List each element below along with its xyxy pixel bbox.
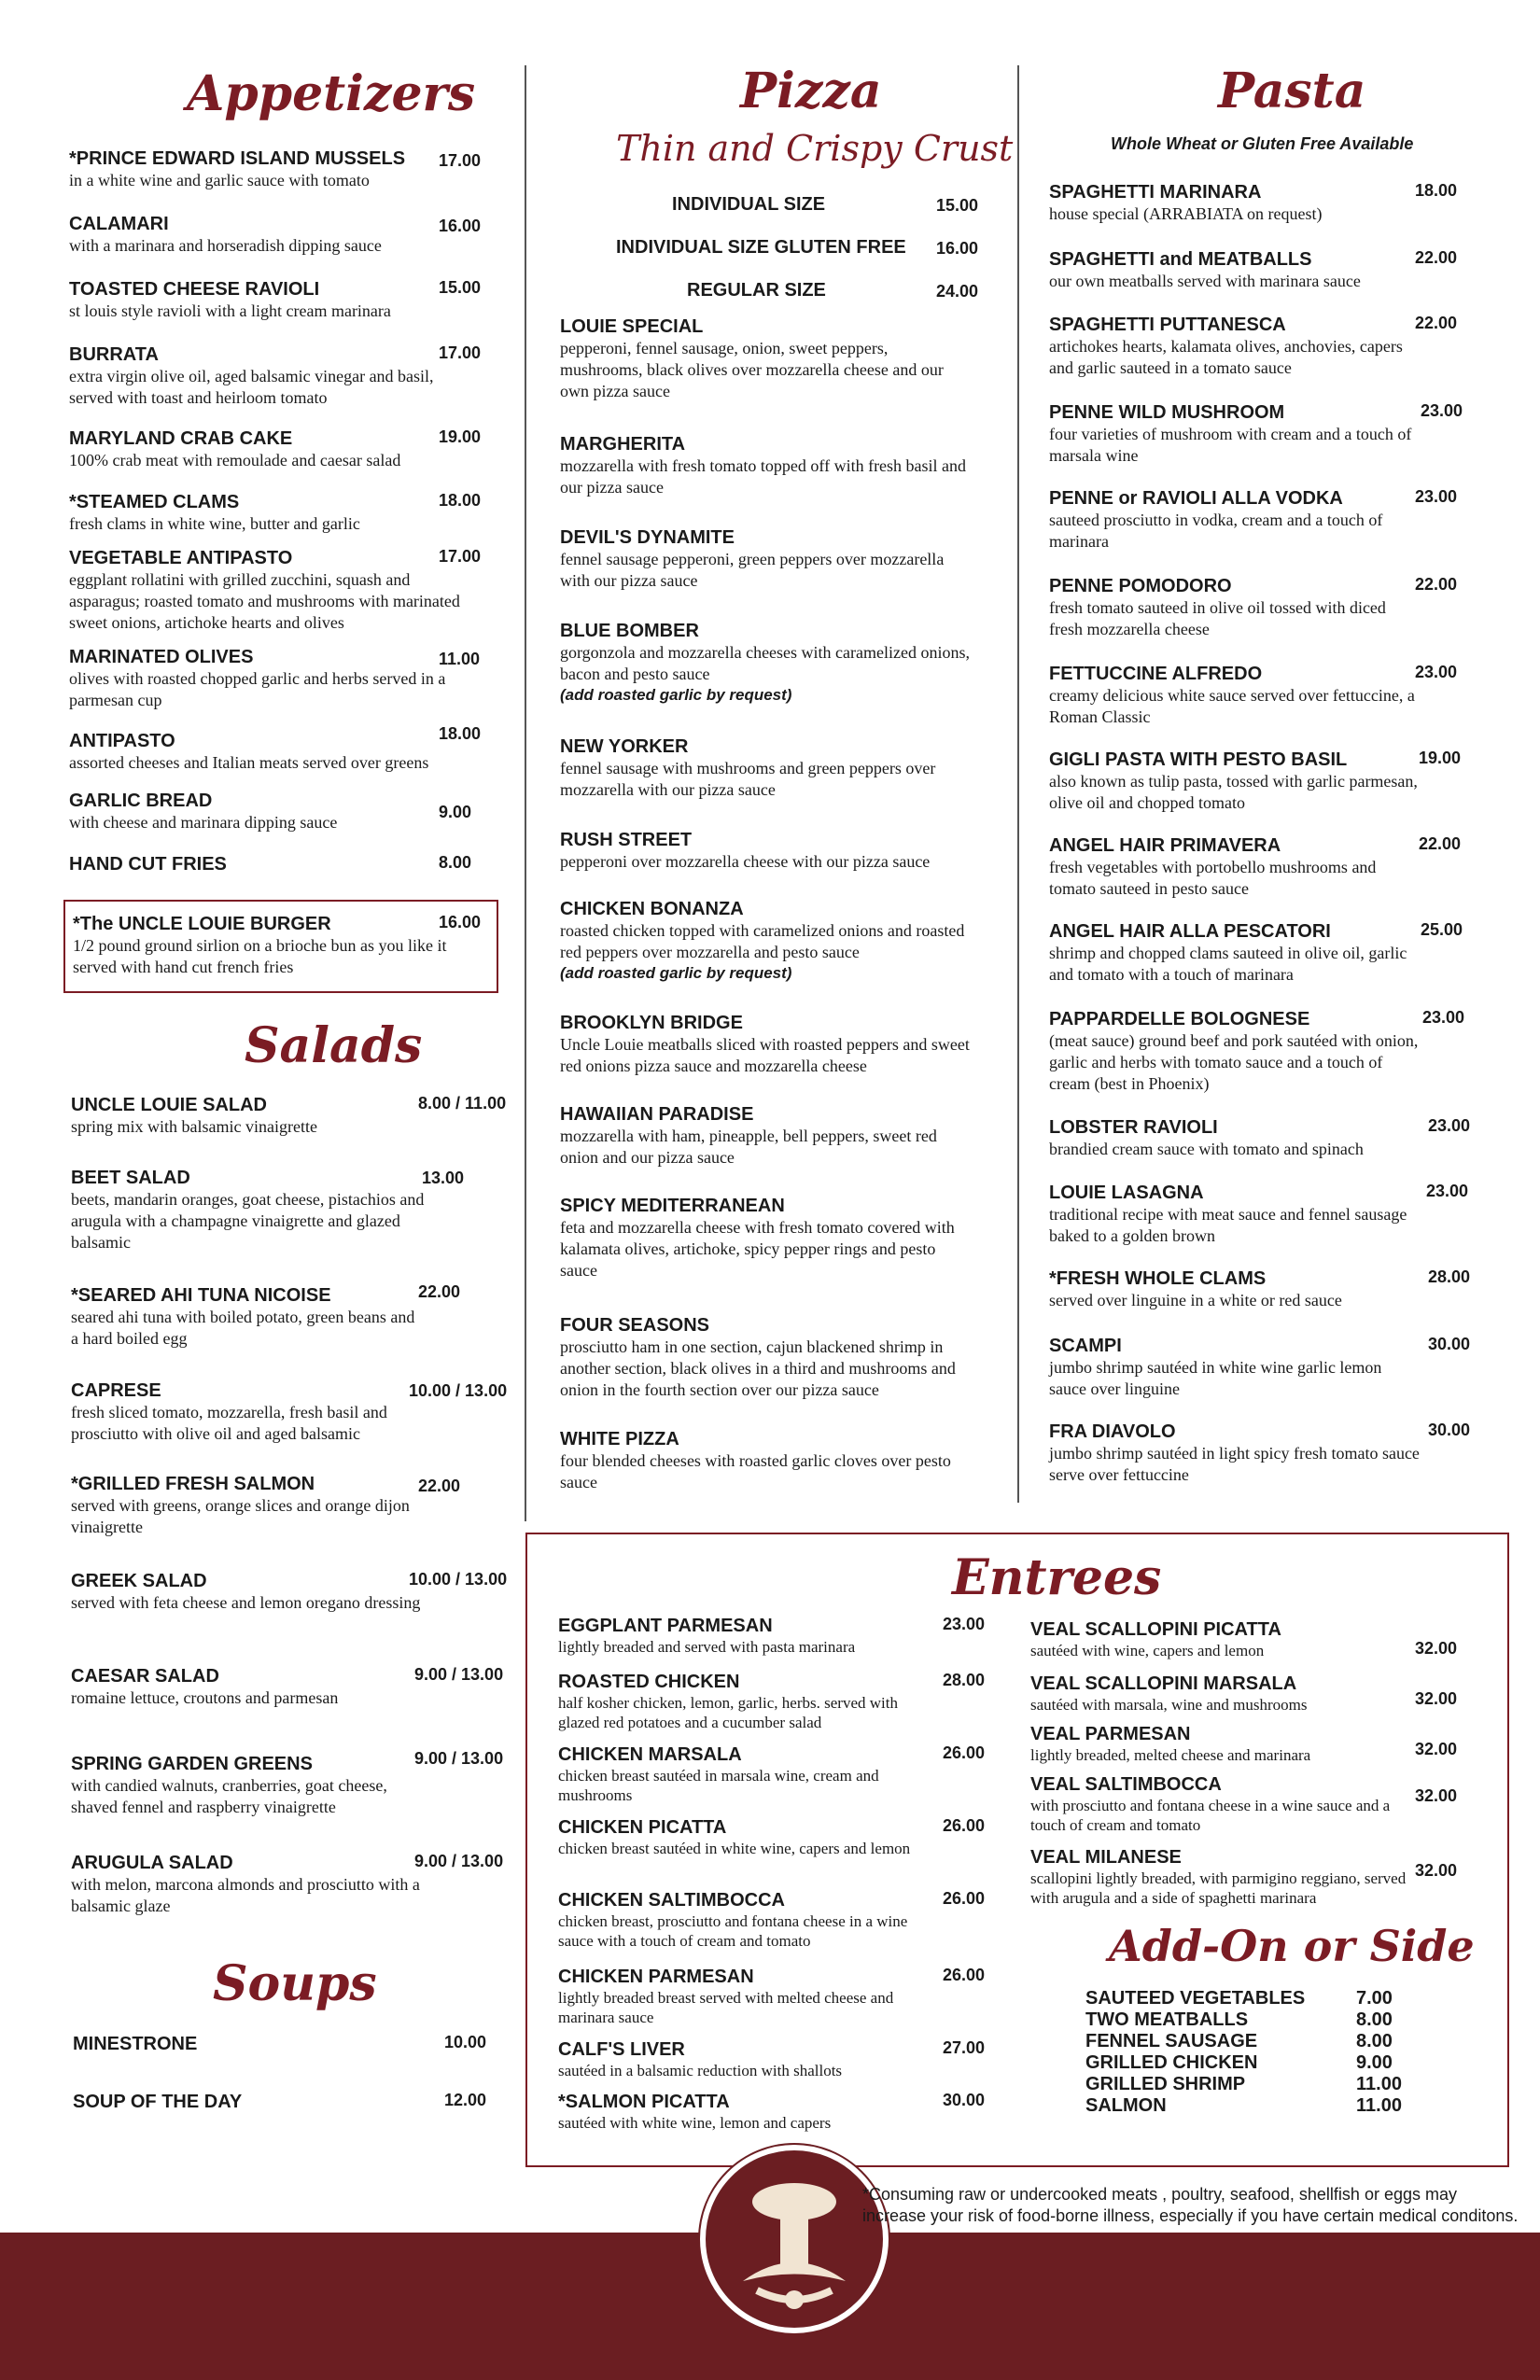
item-description: in a white wine and garlic sauce with tomato — [69, 171, 370, 189]
item-price: 16.00 — [439, 217, 482, 235]
entree-item — [558, 2091, 931, 2133]
pizza-item — [560, 1012, 971, 1077]
featured-price: 16.00 — [439, 913, 482, 931]
item-name: VEAL MILANESE — [1030, 1847, 1182, 1868]
appetizer-item — [69, 547, 480, 634]
item-description: Uncle Louie meatballs sliced with roasted peppers and sweet red onions pizza sauce and mozzarella cheese — [560, 1035, 970, 1075]
item-description: fennel sausage with mushrooms and green peppers over mozzarella with our pizza sauce — [560, 759, 936, 799]
pasta-item — [1049, 1267, 1422, 1311]
item-description: four varieties of mushroom with cream and a touch of marsala wine — [1049, 425, 1412, 465]
item-price: 22.00 — [418, 1477, 461, 1495]
item-price: 28.00 — [1428, 1267, 1471, 1286]
pizza-size-price: 15.00 — [936, 196, 979, 215]
divider-left — [525, 65, 526, 1521]
item-description: gorgonzola and mozzarella cheeses with caramelized onions, bacon and pesto sauce — [560, 643, 970, 683]
item-description: chicken breast sautéed in white wine, capers and lemon — [558, 1840, 911, 1857]
appetizer-item — [69, 790, 480, 833]
salad-item — [71, 1284, 426, 1350]
pasta-item — [1049, 1116, 1422, 1160]
item-description: served with feta cheese and lemon oregano dressing — [71, 1593, 421, 1612]
pizza-item — [560, 898, 971, 984]
item-price: 13.00 — [422, 1169, 465, 1187]
pasta-item — [1049, 920, 1422, 986]
pizza-subtitle: Thin and Crispy Crust — [616, 128, 1014, 169]
item-name: *FRESH WHOLE CLAMS — [1049, 1268, 1267, 1289]
salad-item — [71, 1753, 426, 1818]
item-description: lightly breaded, melted cheese and marinara — [1030, 1746, 1311, 1764]
item-name: CALAMARI — [69, 214, 169, 234]
featured-desc: 1/2 pound ground sirlion on a brioche bun as you like it served with hand cut french fries — [73, 936, 447, 976]
item-name: CHICKEN SALTIMBOCCA — [558, 1890, 785, 1911]
item-description: also known as tulip pasta, tossed with garlic parmesan, olive oil and chopped tomato — [1049, 772, 1418, 812]
appetizer-item — [69, 491, 480, 535]
item-price: 19.00 — [439, 427, 482, 446]
entrees-title: Entrees — [952, 1549, 1162, 1606]
entree-item — [1030, 1618, 1413, 1660]
item-price: 9.00 — [439, 803, 472, 821]
pizza-item — [560, 1428, 971, 1493]
item-name: RUSH STREET — [560, 830, 693, 850]
pizza-title: Pizza — [740, 63, 882, 119]
item-price: 17.00 — [439, 547, 482, 566]
item-price: 23.00 — [943, 1615, 986, 1633]
soups-title: Soups — [213, 1955, 377, 2012]
salad-item — [71, 1570, 426, 1614]
item-name: HAWAIIAN PARADISE — [560, 1104, 754, 1125]
item-note: (add roasted garlic by request) — [560, 964, 792, 982]
item-description: with cheese and marinara dipping sauce — [69, 813, 338, 832]
item-price: 28.00 — [943, 1671, 986, 1689]
addon-price: 11.00 — [1356, 2095, 1402, 2116]
item-description: half kosher chicken, lemon, garlic, herbs. served with glazed red potatoes and a cucumber salad — [558, 1694, 898, 1731]
item-description: served over linguine in a white or red sauce — [1049, 1291, 1342, 1309]
item-name: LOUIE SPECIAL — [560, 316, 704, 337]
addon-price: 8.00 — [1356, 2009, 1393, 2030]
item-name: ANTIPASTO — [69, 731, 175, 751]
pasta-item — [1049, 1008, 1422, 1095]
item-note: (add roasted garlic by request) — [560, 686, 792, 704]
divider-right — [1017, 65, 1019, 1503]
pizza-item — [560, 433, 971, 498]
entree-item — [1030, 1723, 1413, 1765]
item-price: 18.00 — [1415, 181, 1458, 200]
entree-item — [1030, 1773, 1413, 1835]
entree-item — [558, 1671, 931, 1732]
item-price: 10.00 — [444, 2033, 487, 2051]
item-name: UNCLE LOUIE SALAD — [71, 1095, 267, 1115]
item-description: sauteed prosciutto in vodka, cream and a touch of marinara — [1049, 511, 1383, 551]
item-description: mozzarella with ham, pineapple, bell peppers, sweet red onion and our pizza sauce — [560, 1127, 937, 1167]
item-name: CHICKEN MARSALA — [558, 1744, 742, 1765]
item-name: MARGHERITA — [560, 434, 686, 455]
item-name: TOASTED CHEESE RAVIOLI — [69, 279, 320, 300]
pasta-item — [1049, 749, 1422, 814]
item-description: house special (ARRABIATA on request) — [1049, 204, 1323, 223]
pasta-item — [1049, 181, 1422, 225]
item-description: four blended cheeses with roasted garlic cloves over pesto sauce — [560, 1451, 951, 1491]
pasta-item — [1049, 401, 1422, 467]
item-name: GREEK SALAD — [71, 1571, 207, 1591]
item-price: 32.00 — [1415, 1786, 1458, 1805]
item-price: 10.00 / 13.00 — [409, 1570, 508, 1589]
item-name: SPRING GARDEN GREENS — [71, 1754, 313, 1774]
item-price: 22.00 — [1415, 314, 1458, 332]
appetizer-item — [69, 646, 480, 711]
item-description: olives with roasted chopped garlic and herbs served in a parmesan cup — [69, 669, 446, 709]
entree-item — [1030, 1846, 1413, 1908]
item-description: with a marinara and horseradish dipping sauce — [69, 236, 382, 255]
soup-item — [73, 2033, 353, 2055]
chef-logo — [700, 2145, 889, 2333]
item-description: 100% crab meat with remoulade and caesar salad — [69, 451, 401, 469]
item-price: 12.00 — [444, 2091, 487, 2109]
pasta-item — [1049, 1335, 1422, 1400]
addon-name: GRILLED CHICKEN — [1085, 2052, 1258, 2073]
pasta-item — [1049, 834, 1422, 900]
item-name: CAPRESE — [71, 1380, 161, 1401]
addon-price: 11.00 — [1356, 2074, 1402, 2094]
salad-item — [71, 1167, 426, 1253]
pizza-item — [560, 829, 971, 873]
item-price: 19.00 — [1419, 749, 1462, 767]
item-name: GIGLI PASTA WITH PESTO BASIL — [1049, 749, 1348, 770]
item-price: 17.00 — [439, 343, 482, 362]
item-name: ANGEL HAIR ALLA PESCATORI — [1049, 921, 1331, 942]
item-description: romaine lettuce, croutons and parmesan — [71, 1688, 339, 1707]
item-name: PENNE or RAVIOLI ALLA VODKA — [1049, 488, 1343, 509]
soup-item — [73, 2091, 353, 2113]
item-description: sautéed with marsala, wine and mushrooms — [1030, 1696, 1308, 1714]
appetizer-item — [69, 213, 480, 257]
item-price: 9.00 / 13.00 — [414, 1749, 504, 1768]
item-name: SOUP OF THE DAY — [73, 2092, 243, 2112]
pizza-size-name: REGULAR SIZE — [687, 280, 826, 301]
addon-name: SALMON — [1085, 2095, 1167, 2116]
item-name: CHICKEN BONANZA — [560, 899, 744, 919]
item-description: pepperoni, fennel sausage, onion, sweet peppers, mushrooms, black olives over mozzarella cheese and our own pizza sauce — [560, 339, 944, 400]
item-description: fresh clams in white wine, butter and garlic — [69, 514, 360, 533]
item-price: 25.00 — [1421, 920, 1463, 939]
item-description: lightly breaded and served with pasta marinara — [558, 1638, 856, 1656]
addon-price: 8.00 — [1356, 2031, 1393, 2051]
chef-icon — [706, 2150, 883, 2328]
item-name: MINESTRONE — [73, 2034, 198, 2054]
item-price: 30.00 — [1428, 1335, 1471, 1353]
addon-name: SAUTEED VEGETABLES — [1085, 1988, 1306, 2009]
item-price: 23.00 — [1421, 401, 1463, 420]
appetizers-title: Appetizers — [187, 65, 476, 122]
item-description: seared ahi tuna with boiled potato, green beans and a hard boiled egg — [71, 1308, 415, 1348]
item-price: 9.00 / 13.00 — [414, 1665, 504, 1684]
addon-name: FENNEL SAUSAGE — [1085, 2031, 1258, 2051]
addon-name: GRILLED SHRIMP — [1085, 2074, 1246, 2094]
item-price: 22.00 — [1419, 834, 1462, 853]
appetizer-item — [69, 853, 480, 875]
item-description: shrimp and chopped clams sauteed in olive oil, garlic and tomato with a touch of marinara — [1049, 944, 1407, 984]
pizza-size-name: INDIVIDUAL SIZE — [672, 194, 826, 215]
item-price: 30.00 — [1428, 1421, 1471, 1439]
pizza-item — [560, 1195, 971, 1281]
addons-title: Add-On or Side — [1109, 1921, 1475, 1971]
item-name: ROASTED CHICKEN — [558, 1672, 740, 1692]
pasta-item — [1049, 314, 1422, 379]
salads-title: Salads — [245, 1017, 423, 1074]
pizza-item — [560, 1314, 971, 1401]
entree-item — [558, 1743, 931, 1805]
item-name: BLUE BOMBER — [560, 621, 699, 641]
item-price: 10.00 / 13.00 — [409, 1381, 508, 1400]
item-name: VEAL PARMESAN — [1030, 1724, 1191, 1744]
item-description: traditional recipe with meat sauce and fennel sausage baked to a golden brown — [1049, 1205, 1407, 1245]
entree-item — [558, 1615, 931, 1657]
item-name: PENNE WILD MUSHROOM — [1049, 402, 1285, 423]
item-price: 32.00 — [1415, 1689, 1458, 1708]
pasta-item — [1049, 248, 1422, 292]
pizza-size-price: 24.00 — [936, 282, 979, 301]
item-name: CHICKEN PICATTA — [558, 1817, 727, 1838]
entree-item — [558, 2038, 931, 2080]
pasta-subtitle: Whole Wheat or Gluten Free Available — [1111, 134, 1414, 153]
item-price: 9.00 / 13.00 — [414, 1852, 504, 1870]
item-price: 27.00 — [943, 2038, 986, 2057]
item-name: CAESAR SALAD — [71, 1666, 219, 1687]
item-description: with melon, marcona almonds and prosciutto with a balsamic glaze — [71, 1875, 420, 1915]
item-name: GARLIC BREAD — [69, 791, 213, 811]
item-name: DEVIL'S DYNAMITE — [560, 527, 735, 548]
item-name: BROOKLYN BRIDGE — [560, 1013, 743, 1033]
item-description: fresh tomato sauteed in olive oil tossed with diced fresh mozzarella cheese — [1049, 598, 1386, 638]
item-description: chicken breast, prosciutto and fontana cheese in a wine sauce with a touch of cream and tomato — [558, 1912, 908, 1950]
item-description: fresh sliced tomato, mozzarella, fresh basil and prosciutto with olive oil and aged balsamic — [71, 1403, 387, 1443]
item-description: creamy delicious white sauce served over fettuccine, a Roman Classic — [1049, 686, 1415, 726]
addon-name: TWO MEATBALLS — [1085, 2009, 1249, 2030]
salad-item — [71, 1665, 426, 1709]
pizza-item — [560, 315, 971, 402]
salad-item — [71, 1379, 426, 1445]
item-name: PENNE POMODORO — [1049, 576, 1232, 596]
item-price: 32.00 — [1415, 1740, 1458, 1758]
disclaimer-text: *Consuming raw or undercooked meats , poultry, seafood, shellfish or eggs may increase your risk of food-borne illness, especially if you have certain medical conditons. — [862, 2185, 1519, 2225]
pizza-size-price: 16.00 — [936, 239, 979, 258]
item-price: 26.00 — [943, 1966, 986, 1984]
item-description: fresh vegetables with portobello mushrooms and tomato sauteed in pesto sauce — [1049, 858, 1377, 898]
pizza-item — [560, 1103, 971, 1169]
item-description: sautéed with white wine, lemon and capers — [558, 2114, 832, 2132]
item-name: CALF'S LIVER — [558, 2039, 685, 2060]
item-name: ARUGULA SALAD — [71, 1853, 233, 1873]
item-name: VEGETABLE ANTIPASTO — [69, 548, 293, 568]
item-name: SPAGHETTI and MEATBALLS — [1049, 249, 1312, 270]
item-price: 8.00 — [439, 853, 472, 872]
item-description: feta and mozzarella cheese with fresh tomato covered with kalamata olives, artichoke, spicy pepper rings and pesto sauce — [560, 1218, 955, 1280]
item-name: LOUIE LASAGNA — [1049, 1183, 1204, 1203]
salad-item — [71, 1094, 426, 1138]
item-name: WHITE PIZZA — [560, 1429, 679, 1449]
item-description: eggplant rollatini with grilled zucchini, squash and asparagus; roasted tomato and mushrooms with marinated sweet onions, artichoke hearts and olives — [69, 570, 460, 632]
item-description: artichokes hearts, kalamata olives, anchovies, capers and garlic sauteed in a tomato sauce — [1049, 337, 1403, 377]
item-name: VEAL SCALLOPINI PICATTA — [1030, 1619, 1281, 1640]
pasta-item — [1049, 1182, 1422, 1247]
item-name: *STEAMED CLAMS — [69, 492, 240, 512]
item-description: fennel sausage pepperoni, green peppers over mozzarella with our pizza sauce — [560, 550, 945, 590]
item-name: MARINATED OLIVES — [69, 647, 254, 667]
item-description: roasted chicken topped with caramelized onions and roasted red peppers over mozzarella and pesto sauce — [560, 921, 965, 961]
item-description: with candied walnuts, cranberries, goat cheese, shaved fennel and raspberry vinaigrette — [71, 1776, 387, 1816]
item-description: brandied cream sauce with tomato and spinach — [1049, 1140, 1364, 1158]
item-name: CHICKEN PARMESAN — [558, 1967, 754, 1987]
item-description: mozzarella with fresh tomato topped off with fresh basil and our pizza sauce — [560, 456, 967, 497]
item-description: prosciutto ham in one section, cajun blackened shrimp in another section, black olives in a third and mushrooms and onion in the fourth section over our pizza sauce — [560, 1337, 956, 1399]
item-name: NEW YORKER — [560, 736, 689, 757]
appetizer-item — [69, 343, 480, 409]
pasta-title: Pasta — [1218, 63, 1366, 119]
item-description: st louis style ravioli with a light cream marinara — [69, 301, 391, 320]
item-price: 8.00 / 11.00 — [418, 1094, 507, 1113]
item-description: extra virgin olive oil, aged balsamic vinegar and basil, served with toast and heirloom tomato — [69, 367, 434, 407]
item-name: ANGEL HAIR PRIMAVERA — [1049, 835, 1281, 856]
item-description: pepperoni over mozzarella cheese with our pizza sauce — [560, 852, 931, 871]
item-name: *SEARED AHI TUNA NICOISE — [71, 1285, 331, 1306]
addon-price: 7.00 — [1356, 1988, 1393, 2009]
item-description: sautéed with wine, capers and lemon — [1030, 1642, 1265, 1659]
entree-item — [558, 1966, 931, 2027]
item-price: 26.00 — [943, 1816, 986, 1835]
salad-item — [71, 1473, 426, 1538]
item-price: 23.00 — [1428, 1116, 1471, 1135]
item-price: 32.00 — [1415, 1861, 1458, 1880]
item-name: LOBSTER RAVIOLI — [1049, 1117, 1218, 1138]
item-name: VEAL SALTIMBOCCA — [1030, 1774, 1222, 1795]
item-description: scallopini lightly breaded, with parmigino reggiano, served with arugula and a side of spaghetti marinara — [1030, 1869, 1407, 1907]
item-name: *PRINCE EDWARD ISLAND MUSSELS — [69, 148, 406, 169]
pizza-item — [560, 735, 971, 801]
pasta-item — [1049, 487, 1422, 553]
item-price: 23.00 — [1415, 663, 1458, 681]
appetizer-item — [69, 147, 480, 191]
item-name: BEET SALAD — [71, 1168, 190, 1188]
item-name: *GRILLED FRESH SALMON — [71, 1474, 315, 1494]
item-price: 15.00 — [439, 278, 482, 297]
pasta-item — [1049, 1421, 1422, 1486]
salad-item — [71, 1852, 426, 1917]
addon-price: 9.00 — [1356, 2052, 1393, 2073]
item-price: 22.00 — [418, 1282, 461, 1301]
item-price: 18.00 — [439, 491, 482, 510]
item-name: PAPPARDELLE BOLOGNESE — [1049, 1009, 1310, 1029]
item-description: jumbo shrimp sautéed in light spicy fresh tomato sauce serve over fettuccine — [1049, 1444, 1420, 1484]
item-description: chicken breast sautéed in marsala wine, cream and mushrooms — [558, 1767, 879, 1804]
item-price: 11.00 — [439, 650, 481, 668]
item-price: 22.00 — [1415, 575, 1458, 594]
item-description: served with greens, orange slices and orange dijon vinaigrette — [71, 1496, 410, 1536]
item-description: sautéed in a balsamic reduction with shallots — [558, 2062, 843, 2079]
item-price: 23.00 — [1426, 1182, 1469, 1200]
entree-item — [1030, 1673, 1413, 1715]
item-price: 30.00 — [943, 2091, 986, 2109]
item-description: with prosciutto and fontana cheese in a wine sauce and a touch of cream and tomato — [1030, 1797, 1391, 1834]
pasta-item — [1049, 663, 1422, 728]
item-name: EGGPLANT PARMESAN — [558, 1616, 773, 1636]
item-name: SPAGHETTI PUTTANESCA — [1049, 315, 1286, 335]
item-name: FRA DIAVOLO — [1049, 1421, 1176, 1442]
item-price: 17.00 — [439, 151, 482, 170]
item-price: 22.00 — [1415, 248, 1458, 267]
item-name: BURRATA — [69, 344, 159, 365]
item-name: VEAL SCALLOPINI MARSALA — [1030, 1673, 1297, 1694]
appetizer-item — [69, 427, 480, 471]
entree-item — [558, 1889, 931, 1951]
pizza-size-name: INDIVIDUAL SIZE GLUTEN FREE — [616, 237, 906, 258]
item-name: SPAGHETTI MARINARA — [1049, 182, 1262, 203]
item-name: FOUR SEASONS — [560, 1315, 710, 1336]
item-price: 26.00 — [943, 1743, 986, 1762]
pizza-item — [560, 620, 971, 706]
pizza-item — [560, 526, 971, 592]
item-description: lightly breaded breast served with melted cheese and marinara sauce — [558, 1989, 894, 2026]
item-name: SPICY MEDITERRANEAN — [560, 1196, 785, 1216]
item-price: 18.00 — [439, 724, 482, 743]
item-description: beets, mandarin oranges, goat cheese, pistachios and arugula with a champagne vinaigrette and glazed balsamic — [71, 1190, 425, 1252]
appetizer-item — [69, 730, 480, 774]
item-name: SCAMPI — [1049, 1336, 1122, 1356]
item-description: assorted cheeses and Italian meats served over greens — [69, 753, 429, 772]
item-price: 32.00 — [1415, 1639, 1458, 1658]
entree-item — [558, 1816, 931, 1858]
item-description: spring mix with balsamic vinaigrette — [71, 1117, 317, 1136]
item-description: (meat sauce) ground beef and pork sautéed with onion, garlic and herbs with tomato sauce and a touch of cream (best in Phoenix) — [1049, 1031, 1419, 1093]
featured-burger-box — [63, 900, 498, 993]
item-name: FETTUCCINE ALFREDO — [1049, 664, 1263, 684]
item-name: MARYLAND CRAB CAKE — [69, 428, 293, 449]
item-description: our own meatballs served with marinara sauce — [1049, 272, 1361, 290]
item-price: 23.00 — [1422, 1008, 1465, 1027]
featured-name: *The UNCLE LOUIE BURGER — [73, 914, 331, 934]
item-name: HAND CUT FRIES — [69, 854, 227, 875]
item-name: *SALMON PICATTA — [558, 2092, 730, 2112]
appetizer-item — [69, 278, 480, 322]
item-price: 26.00 — [943, 1889, 986, 1908]
item-price: 23.00 — [1415, 487, 1458, 506]
item-description: jumbo shrimp sautéed in white wine garlic lemon sauce over linguine — [1049, 1358, 1382, 1398]
pasta-item — [1049, 575, 1422, 640]
